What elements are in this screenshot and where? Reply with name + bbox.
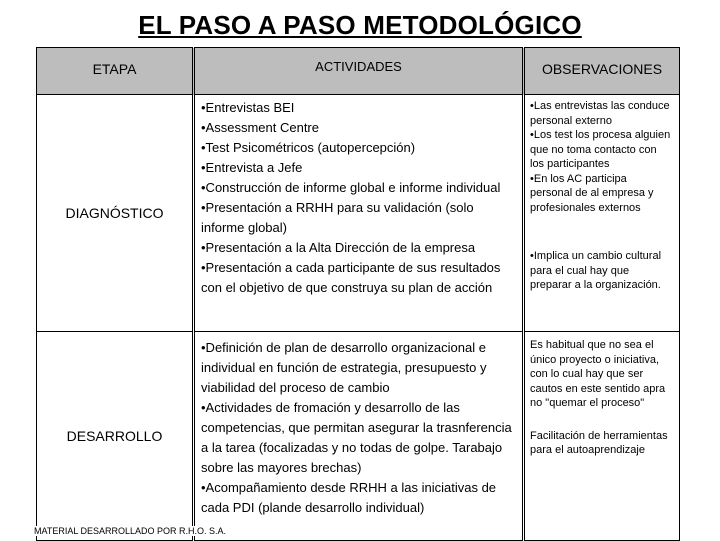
list-item: •Test Psicométricos (autopercepción) xyxy=(201,140,416,155)
list-item: •Entrevista a Jefe xyxy=(201,160,303,175)
methodology-table xyxy=(36,47,680,541)
list-item: Facilitación de herramientas para el autoaprendizaje xyxy=(530,429,668,456)
list-item: •Definición de plan de desarrollo organizacional e individual en función de estrategia, presupuesto y viabilidad del proceso de cambio xyxy=(201,340,487,395)
list-item: •En los AC participa personal de al empresa y profesionales externos xyxy=(530,172,654,214)
table-row xyxy=(37,95,680,332)
header-etapa: ETAPA xyxy=(37,48,194,95)
list-item: •Presentación a RRHH para su validación (solo informe global) xyxy=(201,200,474,235)
observations-cell xyxy=(524,95,680,332)
list-item: •Los test los procesa alguien que no toma contacto con los participantes xyxy=(530,129,671,170)
header-actividades: ACTIVIDADES xyxy=(194,48,524,95)
activities-cell xyxy=(194,332,524,541)
observations-cell xyxy=(524,332,680,541)
header-observaciones: OBSERVACIONES xyxy=(524,48,680,95)
list-item: •Acompañamiento desde RRHH a las iniciativas de cada PDI (plande desarrollo individual) xyxy=(201,480,497,515)
list-item: •Actividades de fromación y desarrollo de las competencias, que permitan asegurar la trasnferencia a la tarea (focalizadas y no todas de golpe. Tarabajo sobre las mayores brechas) xyxy=(201,400,512,475)
list-item: •Presentación a cada participante de sus resultados con el objetivo de que construya su plan de acción xyxy=(201,260,501,295)
stage-diagnostico: DIAGNÓSTICO xyxy=(37,95,194,332)
list-item: •Assessment Centre xyxy=(201,120,319,135)
stage-desarrollo: DESARROLLO xyxy=(37,332,194,541)
list-item: •Construcción de informe global e informe individual xyxy=(201,180,501,195)
list-item: Es habitual que no sea el único proyecto o iniciativa, con lo cual hay que ser cautos en este sentido apra no "quemar el proceso" xyxy=(530,339,666,409)
list-item: •Presentación a la Alta Dirección de la empresa xyxy=(201,240,476,255)
list-item: •Las entrevistas las conduce personal externo xyxy=(530,100,670,127)
footer-credit: MATERIAL DESARROLLADO POR R.H.O. S.A. xyxy=(34,526,227,536)
list-item: •Entrevistas BEI xyxy=(201,100,295,115)
table-row xyxy=(37,332,680,541)
header-row xyxy=(37,48,680,95)
list-item: •Implica un cambio cultural para el cual hay que preparar a la organización. xyxy=(530,250,662,291)
activities-cell xyxy=(194,95,524,332)
page-title: EL PASO A PASO METODOLÓGICO xyxy=(138,10,582,40)
